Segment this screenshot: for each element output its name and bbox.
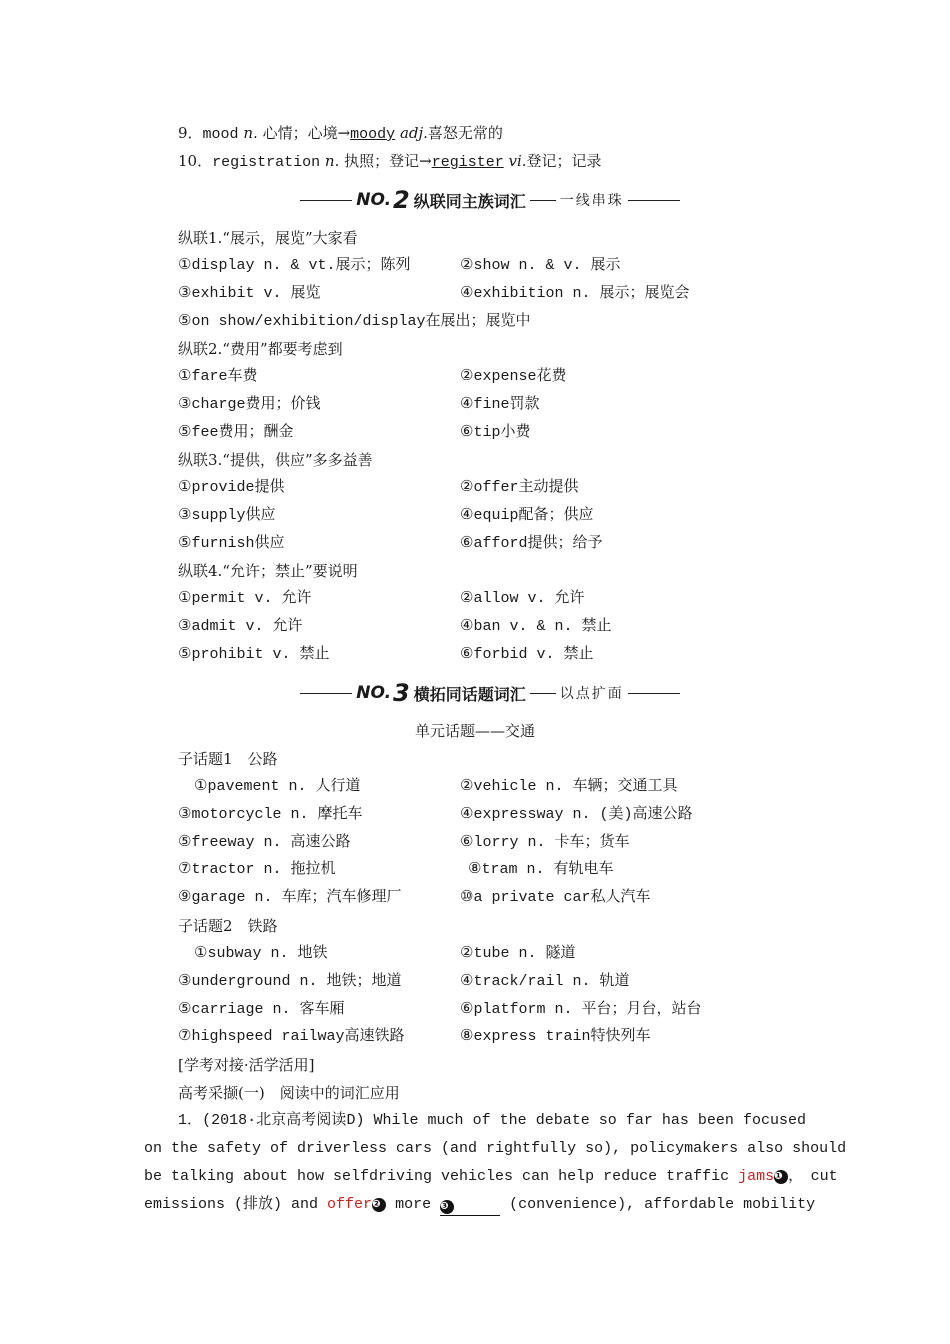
list-item: ⑤fee费用；酬金 bbox=[178, 424, 294, 441]
list-item: ⑧express train特快列车 bbox=[460, 1028, 651, 1045]
marker-icon: ❸ bbox=[440, 1200, 454, 1214]
list-item: ④equip配备；供应 bbox=[460, 507, 594, 524]
section-heading-no2: NO. 2 纵联同主族词汇 一线串珠 bbox=[300, 187, 680, 213]
list-item: ①pavement n. 人行道 bbox=[194, 778, 361, 795]
list-item: ③admit v. 允许 bbox=[178, 618, 303, 635]
list-item: ③motorcycle n. 摩托车 bbox=[178, 806, 363, 823]
list-item: ④exhibition n. 展示；展览会 bbox=[460, 285, 690, 302]
list-item: ⑨garage n. 车库；汽车修理厂 bbox=[178, 889, 402, 906]
passage-line: emissions (排放) and offer❷ more ❸ (convenience), affordable mobility bbox=[144, 1195, 806, 1216]
group-title: 纵联3.“提供，供应”多多益善 bbox=[178, 451, 373, 469]
group-title: 纵联2.“费用”都要考虑到 bbox=[178, 340, 343, 358]
list-item: ⑤on show/exhibition/display在展出；展览中 bbox=[178, 313, 531, 330]
passage-line: be talking about how selfdriving vehicles can help reduce traffic jams❶ ， cut bbox=[144, 1168, 838, 1185]
practice-bracket-title: [学考对接·活学活用] bbox=[178, 1056, 315, 1074]
list-item: ③charge费用；价钱 bbox=[178, 396, 321, 413]
subtopic-title: 子话题1 公路 bbox=[178, 750, 278, 768]
list-item: ②offer主动提供 bbox=[460, 479, 579, 496]
section-heading-no3: NO. 3 横拓同话题词汇 以点扩面 bbox=[300, 680, 680, 706]
list-item: ②show n. & v. 展示 bbox=[460, 257, 621, 274]
list-item: ⑩a private car私人汽车 bbox=[460, 889, 651, 906]
list-item: ①provide提供 bbox=[178, 479, 285, 496]
list-item: ⑤prohibit v. 禁止 bbox=[178, 646, 330, 663]
list-item: ②vehicle n. 车辆；交通工具 bbox=[460, 778, 678, 795]
list-item: ⑥lorry n. 卡车；货车 bbox=[460, 834, 630, 851]
list-item: ④ban v. & n. 禁止 bbox=[460, 618, 612, 635]
list-item: ②allow v. 允许 bbox=[460, 590, 585, 607]
list-item: ②expense花费 bbox=[460, 368, 567, 385]
list-item: ⑥platform n. 平台；月台，站台 bbox=[460, 1001, 702, 1018]
vocab-item-9: 9．mood n. 心情；心境→moody adj.喜怒无常的 bbox=[178, 124, 503, 143]
unit-topic: 单元话题——交通 bbox=[414, 722, 535, 740]
list-item: ②tube n. 隧道 bbox=[460, 945, 576, 962]
list-item: ④track/rail n. 轨道 bbox=[460, 973, 630, 990]
passage-line: on the safety of driverless cars (and rightfully so), policymakers also should bbox=[144, 1140, 847, 1157]
group-title: 纵联1.“展示，展览”大家看 bbox=[178, 229, 358, 247]
list-item: ④fine罚款 bbox=[460, 396, 540, 413]
list-item: ①subway n. 地铁 bbox=[194, 945, 328, 962]
list-item: ①permit v. 允许 bbox=[178, 590, 312, 607]
list-item: ⑦highspeed railway高速铁路 bbox=[178, 1028, 405, 1045]
group-title: 纵联4.“允许；禁止”要说明 bbox=[178, 562, 358, 580]
list-item: ①fare车费 bbox=[178, 368, 258, 385]
list-item: ③exhibit v. 展览 bbox=[178, 285, 321, 302]
list-item: ⑥afford提供；给予 bbox=[460, 535, 603, 552]
vocab-item-10: 10．registration n. 执照；登记→register vi.登记；记录 bbox=[178, 152, 602, 171]
list-item: ④expressway n. (美)高速公路 bbox=[460, 806, 693, 823]
list-item: ⑤carriage n. 客车厢 bbox=[178, 1001, 345, 1018]
derived-word: register bbox=[431, 154, 504, 171]
marker-icon: ❶ bbox=[774, 1170, 788, 1184]
subtopic-title: 子话题2 铁路 bbox=[178, 917, 278, 935]
passage-line: 1．(2018·北京高考阅读D) While much of the debate so far has been focused bbox=[178, 1112, 806, 1129]
derived-word: moody bbox=[350, 126, 396, 143]
list-item: ③underground n. 地铁；地道 bbox=[178, 973, 402, 990]
list-item: ⑧tram n. 有轨电车 bbox=[468, 861, 614, 878]
list-item: ⑥forbid v. 禁止 bbox=[460, 646, 594, 663]
highlighted-word: offer bbox=[327, 1196, 373, 1213]
list-item: ⑤furnish供应 bbox=[178, 535, 285, 552]
list-item: ③supply供应 bbox=[178, 507, 276, 524]
highlighted-word: jams bbox=[738, 1168, 775, 1185]
list-item: ①display n. & vt.展示；陈列 bbox=[178, 257, 411, 274]
answer-blank[interactable] bbox=[440, 1197, 500, 1216]
practice-section-title: 高考采撷(一) 阅读中的词汇应用 bbox=[178, 1084, 400, 1102]
list-item: ⑥tip小费 bbox=[460, 424, 531, 441]
list-item: ⑦tractor n. 拖拉机 bbox=[178, 861, 336, 878]
marker-icon: ❷ bbox=[372, 1198, 386, 1212]
list-item: ⑤freeway n. 高速公路 bbox=[178, 834, 351, 851]
